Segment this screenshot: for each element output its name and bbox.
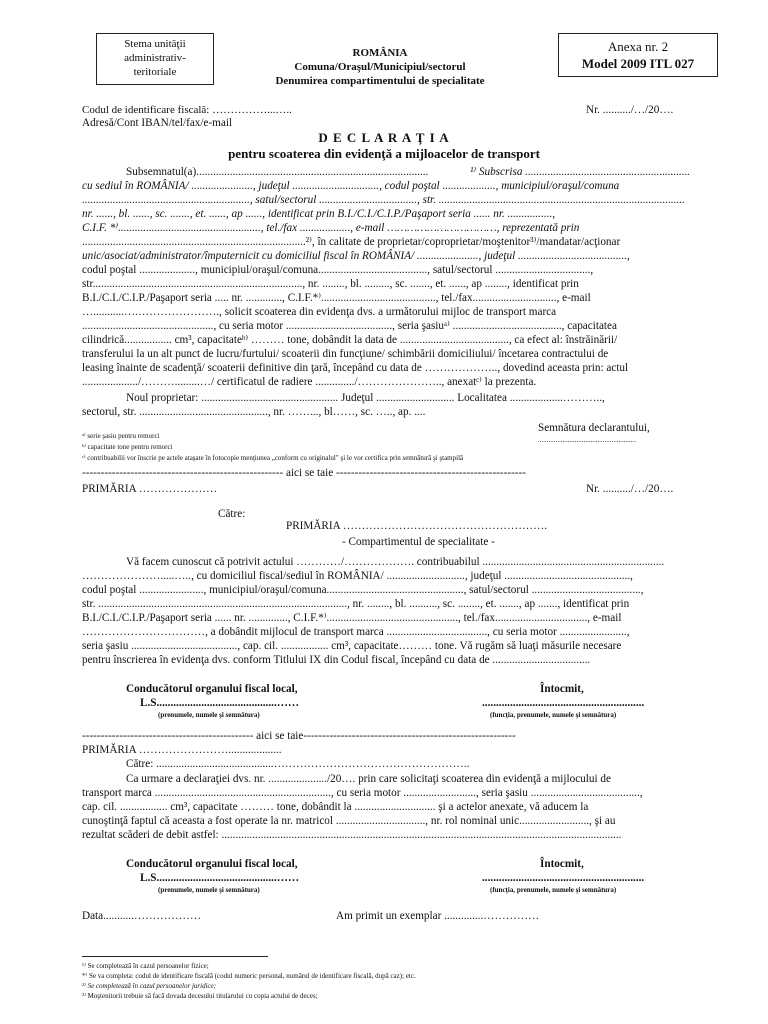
footnote-2: ²⁾ Se completează în cazul persoanelor juridice; <box>82 982 217 990</box>
body-line-4: C.I.F. *⁾..................................................., tel./fax .................., e-mail ……………………………, reprezentată prin <box>82 222 580 234</box>
cif-field: Codul de identificare fiscală: ……………...….. <box>82 104 292 116</box>
section2-line-7: pentru înscrierea în evidenţa dvs. conform Titlului IX din Codul fiscal, începând cu data de ................................... <box>82 654 591 666</box>
section3-line-3: cunoştinţă faptul că aceasta a fost operate la nr. matricol ................................, nr. rol nominal unic........................., şi au <box>82 815 616 827</box>
header-center <box>240 46 520 88</box>
sign2-int-sub: (funcţia, prenumele, numele şi semnătura) <box>490 886 617 894</box>
body-line-11: ..............................................., cu seria motor ......................................, seria şasiuᵃ⁾ ......................................., capacitatea <box>82 320 617 332</box>
section2-line-0: Vă facem cunoscut că potrivit actului …………/………………. contribuabilul ................................................................. <box>126 556 665 568</box>
section2-catre: Către: <box>218 508 246 520</box>
body-line-8: str..........................................................................., nr. ........, bl. ........., sc. ......., et. ......, ap ........, identificat prin <box>82 278 579 290</box>
body-line-10: …...........….…………………., solicit scoaterea din evidenţa dvs. a următorului mijloc de transport marca <box>82 306 557 318</box>
body-line-7: codul poştal ...................., municipiul/oraşul/comuna......................................., satul/sectorul .................................., <box>82 264 594 276</box>
model-label: Model 2009 ITL 027 <box>581 56 695 71</box>
cut-line-2: ---------------------------------------------- aici se taie--------------------------------------------------------- <box>82 730 516 742</box>
body-line-17: sectorul, str. .............................................., nr. ……..., bl……, sc. ….., ap. .... <box>82 406 426 418</box>
body-line-16: Noul proprietar: ................................................. Judeţul ............................ Localitatea ...................……….., <box>126 392 605 404</box>
anexa-box <box>558 33 718 77</box>
section2-line-3: str. ........................................................................................., nr. ........, bl. .........., sc. ........, et. ......., ap ......., identificat prin <box>82 598 630 610</box>
body-line-12: cilindrică................. cm³, capacitateᵇ⁾ ……… tone, dobândit la data de ......................................., ca efect al: înstrăinării/ <box>82 334 618 346</box>
body-line-6: unic/asociat/administrator/împuternicit cu domiciliul fiscal în ROMÂNIA/ ......................, judeţul ......................................., <box>82 250 630 262</box>
body-line-2: ............................................................, satul/sectorul ..................................., str. ........................................................................................ <box>82 194 685 206</box>
doc-subtitle: pentru scoaterea din evidenţă a mijloacelor de transport <box>228 146 540 161</box>
footnote-3: ³⁾ Moştenitorii trebuie să facă dovada decesului titularului cu copia actului de deces; <box>82 992 318 1000</box>
sign2-int-dots: .......................................................... <box>482 872 645 884</box>
primit-field: Am primit un exemplar ..............…………… <box>336 910 540 922</box>
stema-line-2: administrativ- <box>124 52 186 64</box>
footnote-b: ᵇ⁾ capacitate tone pentru remorci <box>82 443 173 451</box>
section2-nr: Nr. ........../…/20…. <box>586 483 674 495</box>
footnote-1: ¹⁾ Se completează în cazul persoanelor fizice; <box>82 962 209 970</box>
stema-line-1: Stema unităţii <box>124 38 186 50</box>
body-line-14: leasing înainte de scadenţă/ scoaterii definitive din ţară, începând cu data de ……………….., dovedind aceasta prin: actul <box>82 362 629 374</box>
semnatura-dots: ........................................................ <box>538 436 636 444</box>
footnote-divider <box>82 956 268 957</box>
section3-catre: Către: ..........................................…………………………………………….. <box>126 758 470 770</box>
header-romania: ROMÂNIA <box>352 47 408 59</box>
section3-line-4: rezultat scăderi de debit astfel: ............................................................................................................................................... <box>82 829 622 841</box>
data-field: Data...........……………… <box>82 910 202 922</box>
sign2-ls: L.S...........................................…… <box>140 872 300 884</box>
sign1-int-dots: .......................................................... <box>482 697 645 709</box>
sign1-int-sub: (funcţia, prenumele, numele şi semnătura) <box>490 711 617 719</box>
body-line-0b: ¹⁾ Subscrisa ........................................................... <box>470 166 691 178</box>
section3-primaria: PRIMĂRIA ……………………................... <box>82 744 282 756</box>
sign2-cond-sub: (prenumele, numele şi semnătura) <box>158 886 260 894</box>
footnote-c: ᶜ⁾ contribuabilii vor înscrie pe actele ataşate în fotocopie menţiunea „conform cu originalul" şi le vor certifica prin semnătură şi ştampilă <box>82 454 464 462</box>
sign2-intocmit: Întocmit, <box>540 858 584 870</box>
body-line-1: cu sediul în ROMÂNIA/ ......................, judeţul ..............................., codul poştal ..................., municipiul/oraşul/comuna <box>82 180 620 192</box>
section2-comp: - Compartimentul de specialitate - <box>342 536 495 548</box>
section2-line-6: seria şasiu ......................................, cap. cil. ................. cm³, capacitate……… tone. Vă rugăm să luaţi măsurile necesare <box>82 640 622 652</box>
body-line-0: Subsemnatul(a)................................................................................... <box>126 166 429 178</box>
sign1-conducator: Conducătorul organului fiscal local, <box>126 683 298 695</box>
footnote-star: *⁾ Se va completa: codul de identificare fiscală (codul numeric personal, numărul de identificare fiscală, după caz); etc. <box>82 972 416 980</box>
section2-line-4: B.I./C.I./C.I.P./Paşaport seria ...... nr. .............., C.I.F.*⁾..............................................., tel./fax................................., e-mail <box>82 612 622 624</box>
body-line-5: ................................................................................²⁾, în calitate de proprietar/coproprietar/moştenitor³⁾/mandatar/acţionar <box>82 236 621 248</box>
section3-line-2: cap. cil. ................. cm³, capacitate ……… tone, dobândit la ............................. şi a actelor anexate, vă aducem la <box>82 801 589 813</box>
anexa-label: Anexa nr. 2 <box>607 39 669 54</box>
section2-primaria: PRIMĂRIA ………………… <box>82 483 218 495</box>
section3-line-0: Ca urmare a declaraţiei dvs. nr. ...................../20…. prin care solicitaţi scoaterea din evidenţă a mijlocului de <box>126 773 611 785</box>
sign1-ls: L.S...........................................…… <box>140 697 300 709</box>
sign1-cond-sub: (prenumele, numele şi semnătura) <box>158 711 260 719</box>
section2-line-5: ……………………………, a dobândit mijlocul de transport marca ...................................., cu seria motor ........................, <box>82 626 630 638</box>
section2-primaria2: PRIMĂRIA ………………………………………………. <box>286 520 548 532</box>
sign1-intocmit: Întocmit, <box>540 683 584 695</box>
sign2-conducator: Conducătorul organului fiscal local, <box>126 858 298 870</box>
top-nr-field: Nr. ........../…/20…. <box>586 104 674 116</box>
header-comuna: Comuna/Oraşul/Municipiul/sectorul <box>294 61 466 73</box>
section2-line-1: ………………….....….., cu domiciliul fiscal/sediul în ROMÂNIA/ ............................, judeţul ............................................., <box>82 570 633 582</box>
header-denumirea: Denumirea compartimentului de specialitate <box>275 75 485 87</box>
stema-box <box>96 33 214 85</box>
body-line-3: nr. ......, bl. ......, sc. ......., et. ......, ap ......, identificat prin B.I./C.I./C.I.P./Paşaport seria ...... nr. ................, <box>82 208 556 220</box>
section3-line-1: transport marca ..............................................................., cu seria motor .........................., seria şasiu ......................................., <box>82 787 643 799</box>
body-line-13: transferului la un alt punct de lucru/furtului/ scoaterii din funcţiune/ schimbării domiciliului/ încetarea contractului de <box>82 348 609 360</box>
footnote-a: ᵃ⁾ serie şasiu pentru remorci <box>82 432 160 440</box>
body-line-9: B.I./C.I./C.I.P./Paşaport seria ..... nr. ............., C.I.F.*⁾........................................., tel./fax.............................., e-mail <box>82 292 591 304</box>
section2-line-2: codul poştal ......................., municipiul/oraşul/comuna................................................., satul/sectorul ......................................., <box>82 584 644 596</box>
adresa-field: Adresă/Cont IBAN/tel/fax/e-mail <box>82 117 233 129</box>
semnatura-label: Semnătura declarantului, <box>538 422 650 434</box>
stema-line-3: teritoriale <box>133 66 177 78</box>
doc-title: D E C L A R A Ţ I A <box>318 130 450 145</box>
body-line-15: ..................../……….........…/ certificatul de radiere ............../………………….., anexatᶜ⁾ la prezenta. <box>82 376 537 388</box>
cut-line-1: ------------------------------------------------------ aici se taie --------------------------------------------------- <box>82 467 526 479</box>
